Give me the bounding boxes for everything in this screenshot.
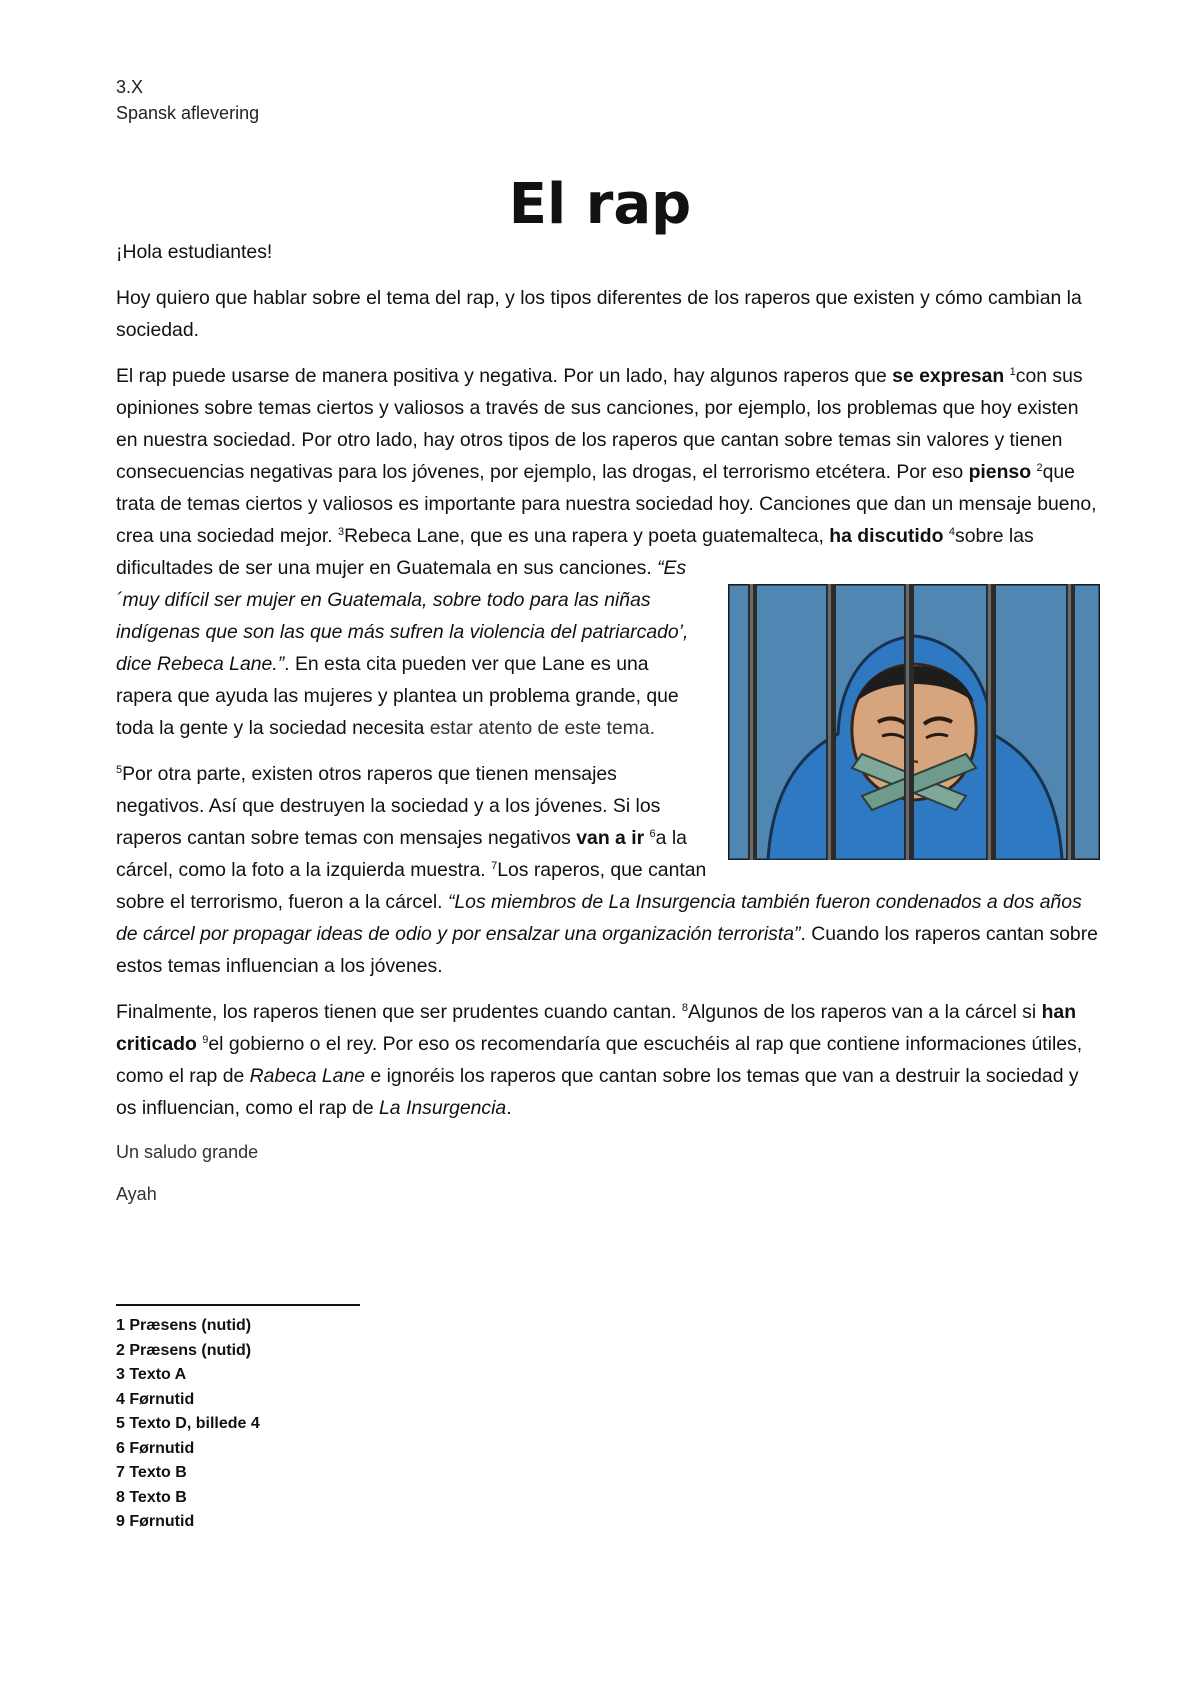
artist-name: Rabeca Lane (249, 1065, 366, 1087)
footnote: 3 Texto A (116, 1366, 187, 1383)
paragraph-3 (116, 996, 1100, 1124)
quote: “Es ´muy difícil ser mujer en Guatemala, sobre todo para las niñas indígenas que son las que más sufren la violencia del patriarcado’, dice Rebeca Lane.” (116, 557, 689, 675)
subtitle: Spansk aflevering (116, 103, 260, 123)
footnote-ref: 7 (491, 860, 498, 872)
footnote-ref: 3 (338, 526, 345, 538)
text-run: el gobierno o el rey. Por eso os recomendaría que escuchéis al rap que contiene informaciones útiles, como el rap de (116, 1033, 1083, 1087)
footnote: 7 Texto B (116, 1464, 187, 1481)
footnote-ref: 4 (948, 526, 955, 538)
footnote-ref: 2 (1036, 462, 1043, 474)
document-title: El rap (508, 172, 692, 237)
document-header (116, 74, 259, 126)
bold-term: han criticado (116, 1001, 1077, 1055)
text-run: e ignoréis los raperos que cantan sobre los temas que van a destruir la sociedad y os influencian, como el rap de (116, 1065, 1079, 1119)
footnote-ref: 9 (202, 1034, 209, 1046)
text-run: sobre las dificultades de ser una mujer en Guatemala en sus canciones. (116, 525, 1034, 579)
text-run: a la cárcel, como la foto a la izquierda muestra. (116, 827, 687, 881)
group-name: La Insurgencia (379, 1097, 507, 1119)
bold-term: van a ir (576, 827, 645, 849)
footnote: 6 Førnutid (116, 1439, 195, 1457)
paragraph-1 (116, 360, 1100, 744)
intro-paragraph: Hoy quiero que hablar sobre el tema del rap, y los tipos diferentes de los raperos que existen y cómo cambian la sociedad. (116, 287, 1082, 341)
bold-term: ha discutido (829, 525, 944, 547)
footnote-ref: 5 (116, 764, 123, 776)
footnote-ref: 1 (1009, 366, 1016, 378)
signature: Ayah (116, 1184, 157, 1204)
quote: “Los miembros de La Insurgencia también fueron condenados a dos años de cárcel por propagar ideas de odio y por ensalzar una organización terrorista” (116, 891, 1082, 945)
text-run: Rebeca Lane, que es una rapera y poeta guatemalteca, (344, 525, 830, 547)
text-run: . En esta cita pueden ver que Lane es una rapera que ayuda las mujeres y plantea un problema grande, que toda la gente y la sociedad necesita (116, 653, 679, 739)
footnote: 8 Texto B (116, 1488, 187, 1506)
bold-term: se expresan (892, 365, 1005, 387)
text-run: El rap puede usarse de manera positiva y negativa. Por un lado, hay algunos raperos que (116, 365, 893, 387)
prisoner-illustration (728, 584, 1100, 860)
text-run: Finalmente, los raperos tienen que ser prudentes cuando cantan. (116, 1001, 682, 1023)
footnote: 9 Førnutid (116, 1513, 195, 1530)
footnote-ref: 8 (681, 1002, 689, 1014)
text-run: Algunos de los raperos van a la cárcel si (688, 1001, 1042, 1023)
text-run: con sus opiniones sobre temas ciertos y valiosos a través de sus canciones, por ejemplo, los problemas que hoy existen en nuestra sociedad. Por otro lado, hay otros tipos de los raperos que cantan sobre temas sin valores y tienen consecuencias negativas para los jóvenes, por ejemplo, las drogas, el terrorismo etcétera. Por eso (116, 365, 1083, 483)
closing: Un saludo grande (116, 1142, 259, 1162)
class-label: 3.X (116, 77, 144, 97)
footnote: 2 Præsens (nutid) (116, 1341, 252, 1359)
text-run: que trata de temas ciertos y valiosos es importante para nuestra sociedad hoy. Canciones que dan un mensaje bueno, crea una sociedad mejor. (116, 461, 1097, 547)
greeting: ¡Hola estudiantes! (116, 241, 273, 263)
footnote-ref: 6 (649, 828, 656, 840)
text-run: estar atento de este tema. (429, 717, 655, 739)
footnote: 5 Texto D, billede 4 (116, 1415, 260, 1432)
footnote-separator (116, 1304, 360, 1306)
text-run: Por otra parte, existen otros raperos que tienen mensajes negativos. Así que destruyen la sociedad y a los jóvenes. Si los raperos cantan sobre temas con mensajes negativos (116, 763, 661, 849)
text-run: Los raperos, que cantan sobre el terrorismo, fueron a la cárcel. (116, 859, 707, 913)
footnote: 1 Præsens (nutid) (116, 1317, 252, 1334)
footnotes (116, 1314, 260, 1535)
text-run: . (506, 1097, 512, 1119)
footnote: 4 Førnutid (116, 1390, 195, 1408)
text-run: . Cuando los raperos cantan sobre estos temas influencian a los jóvenes. (116, 923, 1098, 977)
bold-term: pienso (968, 461, 1032, 483)
document-body (116, 236, 1100, 1222)
